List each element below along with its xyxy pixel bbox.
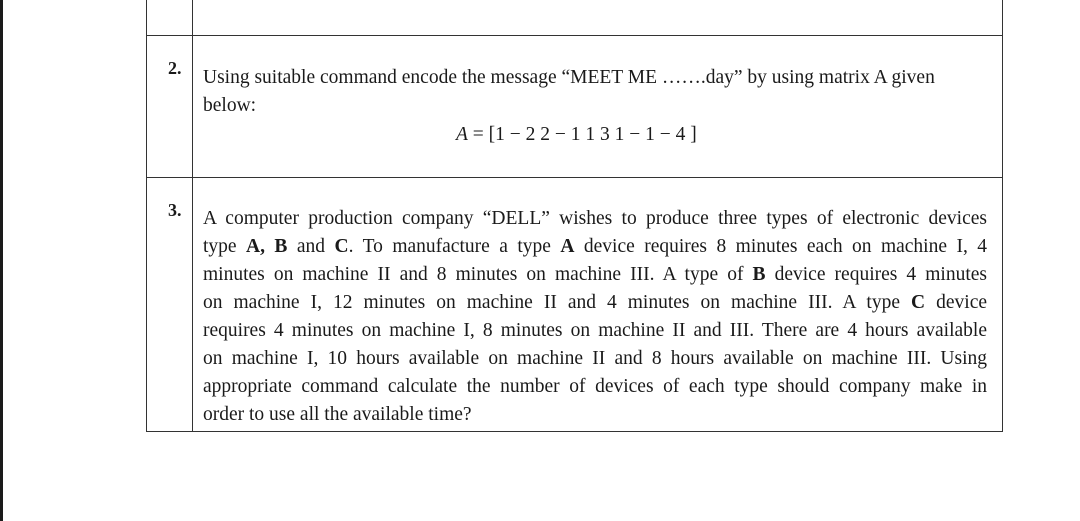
text-run: A computer production company “DELL” wishes to produce three types of electronic devices — [203, 208, 987, 229]
page-left-border — [0, 0, 3, 521]
bold-text: A — [560, 236, 575, 257]
question-line: below: — [203, 95, 257, 116]
bold-text: C — [334, 236, 349, 257]
bold-text: A, B — [246, 236, 288, 257]
row-divider — [146, 177, 1003, 178]
text-run: minutes on machine II and 8 minutes on machine III. A type of — [203, 264, 753, 285]
row-divider — [146, 35, 1003, 36]
text-run: on machine I, 10 hours available on machine II and 8 hours available on machine III. Using — [203, 348, 987, 369]
question-line — [203, 401, 987, 429]
text-run: type — [203, 236, 247, 257]
question-line — [203, 345, 987, 373]
text-run: device requires 8 minutes each on machine I, 4 — [574, 236, 988, 257]
text-run: device — [925, 292, 988, 313]
text-run: and — [287, 236, 335, 257]
question-line — [203, 373, 987, 401]
matrix-formula — [456, 122, 697, 148]
bold-text: C — [911, 292, 926, 313]
question-number: 3. — [168, 200, 182, 220]
matrix-variable: A — [456, 124, 468, 145]
question-line — [203, 317, 987, 345]
question-text — [203, 205, 987, 429]
questions-table — [146, 0, 1003, 432]
question-text — [203, 64, 987, 120]
question-line — [203, 261, 987, 289]
column-divider — [192, 0, 193, 432]
table-left-border — [146, 0, 147, 432]
question-line — [203, 205, 987, 233]
text-run: appropriate command calculate the number of devices of each type should company make in — [203, 376, 987, 397]
text-run: on machine I, 12 minutes on machine II and 4 minutes on machine III. A type — [203, 292, 912, 313]
text-run: device requires 4 minutes — [765, 264, 987, 285]
bold-text: B — [752, 264, 766, 285]
text-run: . To manufacture a type — [348, 236, 561, 257]
text-run: requires 4 minutes on machine I, 8 minutes on machine II and III. There are 4 hours available — [203, 320, 987, 341]
question-line: Using suitable command encode the message “MEET ME …….day” by using matrix A given — [203, 67, 935, 88]
text-run: order to use all the available time? — [203, 404, 472, 425]
table-right-border — [1002, 0, 1003, 432]
matrix-expression: = [1 − 2 2 − 1 1 3 1 − 1 − 4 ] — [472, 124, 697, 145]
question-number: 2. — [168, 58, 182, 78]
table-bottom-border — [146, 431, 1003, 432]
question-line — [203, 289, 987, 317]
question-line — [203, 233, 987, 261]
